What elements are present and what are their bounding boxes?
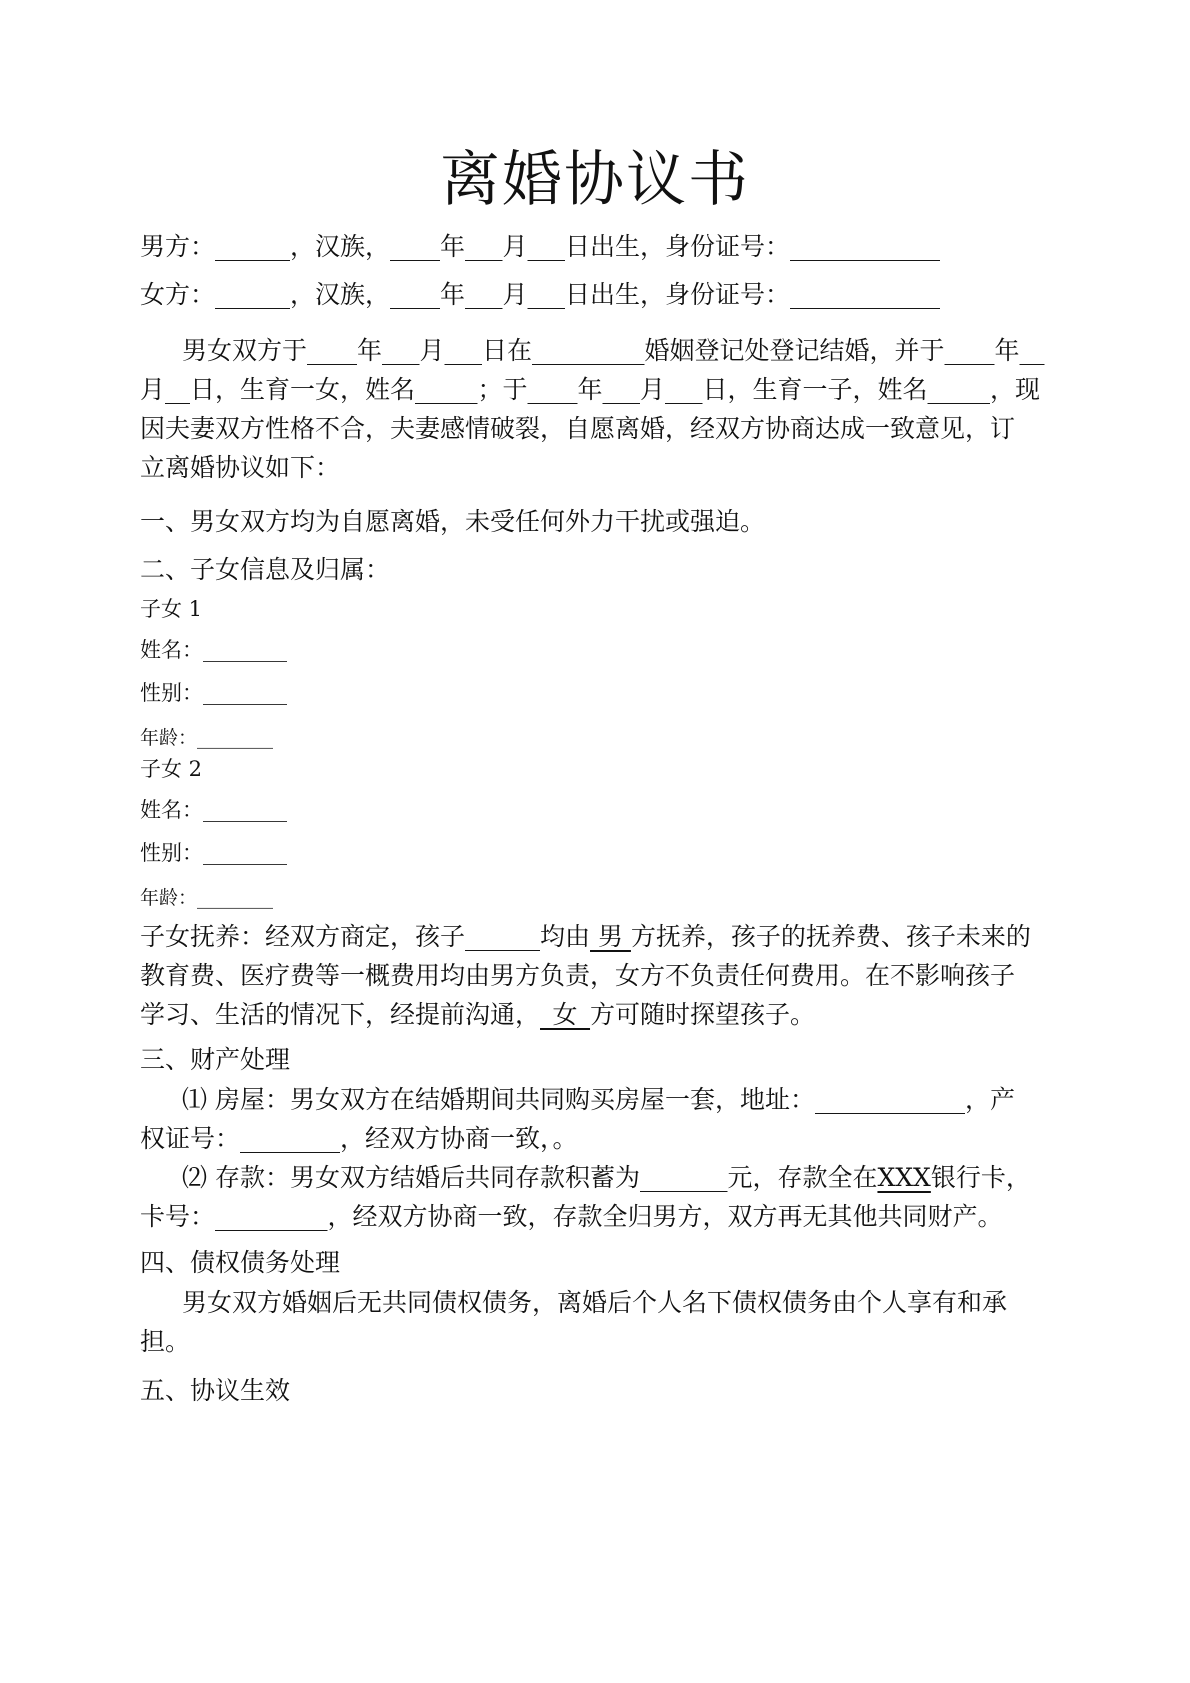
custody-text: 子女抚养：经双方商定，孩子______均由 (140, 922, 591, 951)
clause-1: 一、男女双方均为自愿离婚，未受任何外力干扰或强迫。 (140, 507, 766, 536)
custody-line-2: 教育费、医疗费等一概费用均由男方负责，女方不负责任何费用。在不影响孩子 (140, 961, 1016, 990)
intro-paragraph-line-4: 立离婚协议如下： (140, 453, 341, 482)
child-1-age-field: 年龄：________ (140, 727, 274, 749)
clause-5-heading: 五、协议生效 (140, 1376, 291, 1405)
child-2-label: 子女 2 (140, 757, 203, 781)
clause-2-heading: 二、子女信息及归属： (140, 555, 391, 584)
child-2-gender-field: 性别：________ (140, 841, 287, 865)
custody-line-1 (140, 920, 1031, 954)
custody-parent: 男 (590, 922, 631, 951)
custody-line-3 (140, 998, 815, 1032)
intro-paragraph-line-2: 月__日，生育一女，姓名_____；于____年___月___日，生育一子，姓名_____，现 (140, 375, 1041, 404)
house-line-1: ⑴ 房屋：男女双方在结婚期间共同购买房屋一套，地址：____________，产 (182, 1085, 1015, 1114)
intro-paragraph-line-1: 男女双方于____年___月___日在_________婚姻登记处登记结婚，并于____年__ (182, 336, 1045, 365)
document-title: 离婚协议书 (440, 145, 750, 215)
savings-text: 银行卡， (930, 1163, 1031, 1192)
savings-text: ⑵ 存款：男女双方结婚后共同存款积蓄为_______元，存款全在 (182, 1163, 878, 1192)
child-2-age-field: 年龄：________ (140, 887, 274, 909)
child-2-name-field: 姓名：________ (140, 798, 287, 822)
debt-line-2: 担。 (140, 1327, 191, 1356)
child-1-name-field: 姓名：________ (140, 638, 287, 662)
savings-line-1 (182, 1161, 1031, 1195)
intro-paragraph-line-3: 因夫妻双方性格不合，夫妻感情破裂，自愿离婚，经双方协商达成一致意见，订 (140, 414, 1016, 443)
visitation-parent: _女_ (540, 1000, 591, 1029)
clause-3-heading: 三、财产处理 (140, 1045, 291, 1074)
male-party-line: 男方：______，汉族，____年___月___日出生，身份证号：____________ (140, 232, 941, 261)
savings-line-2: 卡号：_________，经双方协商一致，存款全归男方，双方再无其他共同财产。 (140, 1202, 1003, 1231)
child-1-gender-field: 性别：________ (140, 681, 287, 705)
custody-text: 方可随时探望孩子。 (590, 1000, 816, 1029)
clause-4-heading: 四、债权债务处理 (140, 1248, 341, 1277)
female-party-line: 女方：______，汉族，____年___月___日出生，身份证号：____________ (140, 280, 941, 309)
house-line-2: 权证号：________，经双方协商一致，。 (140, 1124, 578, 1153)
child-1-label: 子女 1 (140, 597, 203, 621)
custody-text: 方抚养，孩子的抚养费、孩子未来的 (630, 922, 1031, 951)
custody-text: 学习、生活的情况下，经提前沟通， (140, 1000, 541, 1029)
debt-line-1: 男女双方婚姻后无共同债权债务，离婚后个人名下债权债务由个人享有和承 (182, 1288, 1008, 1317)
bank-name: XXX (877, 1163, 931, 1192)
